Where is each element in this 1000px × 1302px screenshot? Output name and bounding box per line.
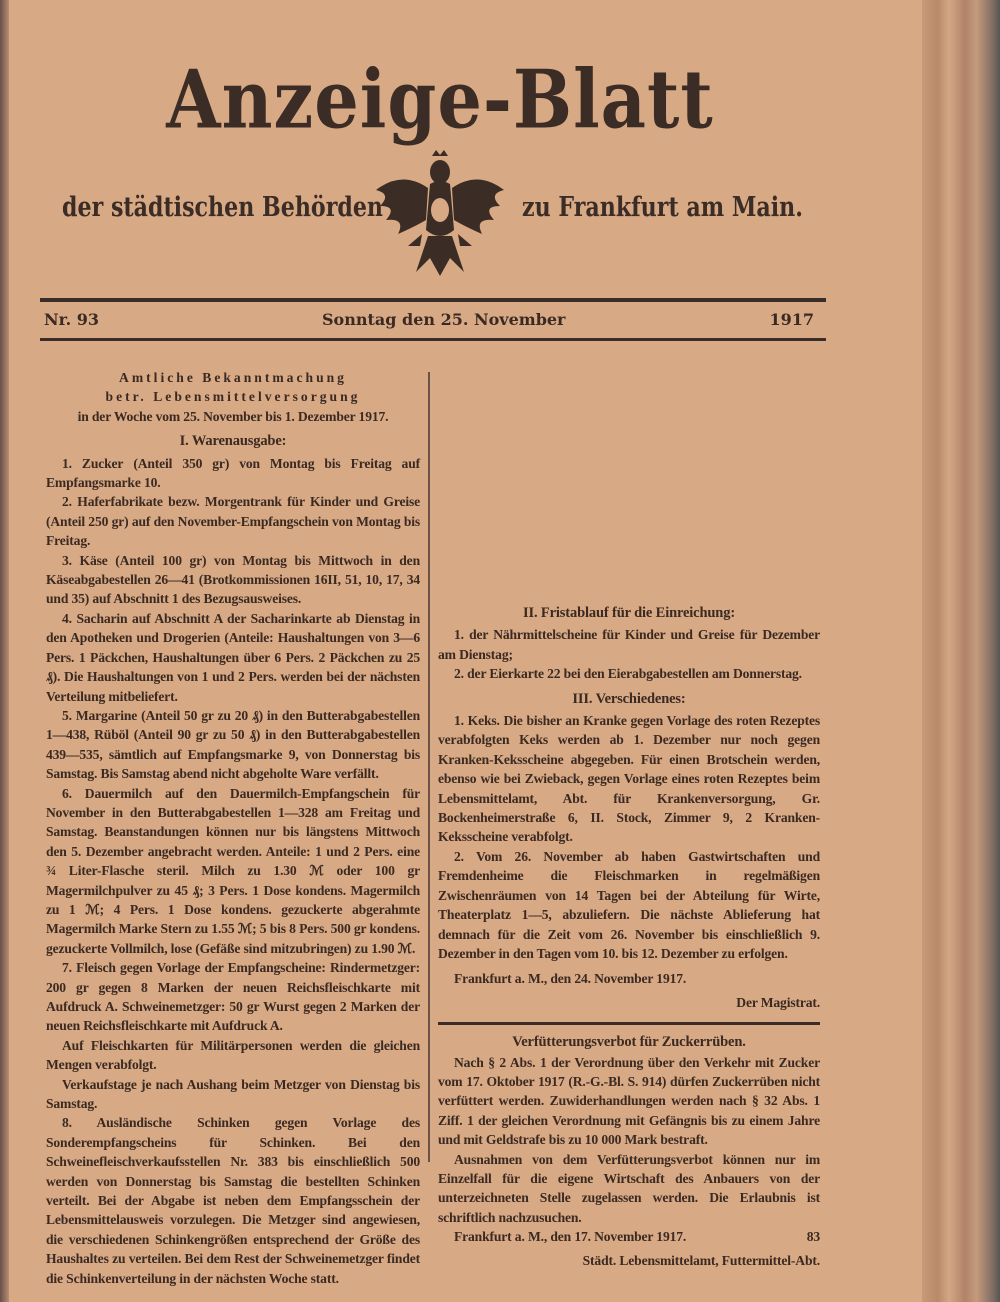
notice-heading: Verfütterungsverbot für Zuckerrüben. bbox=[512, 1034, 746, 1051]
notice-number: 83 bbox=[806, 1229, 820, 1245]
issue-year: 1917 bbox=[769, 310, 814, 329]
section-heading: I. Warenausgabe: bbox=[179, 433, 287, 450]
masthead-subtitle-left: der städtischen Behörden bbox=[62, 192, 384, 223]
notice-item bbox=[46, 492, 420, 550]
item-lead: 6. Dauermilch bbox=[62, 785, 153, 801]
section-heading: II. Fristablauf für die Einreichung: bbox=[523, 605, 735, 621]
item-text: Die bisher an Kranke gegen Vorlage des roten Rezeptes verabfolgten Keks werden ab 1. Dezember nur noch gegen Kranken-Keksscheine abgegeben. Für einen Brotschein werden, ebenso wie bei Zwieback, gegen Vorlage eines roten Rezeptes beim Lebensmittelamt, Abt. für Krankenversorgung, Gr. Bockenheimerstraße 6, II. Stock, Zimmer 9, 2 Kranken-Keksscheine verabfolgt. bbox=[438, 713, 821, 845]
place-date: Frankfurt a. M., den 17. November 1917. bbox=[454, 1229, 687, 1245]
item-text: gegen Vorlage des Sonderempfangscheins für Schinken. Bei den Schweinefleischverkaufsstellen Nr. 383 bis einschließlich 500 werden von Donnerstag bis Samstag die bestellten Schinken verteilt. Bei der Abgabe ist neben dem Empfangsschein der Lebensmittelausweis vorzulegen. Die Metzger sind angewiesen, die verschiedenen Schinkengrößen entsprechend der Größe des Haushaltes zu verteilen. Bei dem Rest der Schweinemetzger findet die Schinkenverteilung in der nächsten Woche statt. bbox=[46, 1115, 420, 1286]
misc-item bbox=[438, 711, 820, 847]
column-right bbox=[438, 368, 820, 1274]
deadline-item: 2. der Eierkarte 22 bei den Eierabgabestellen am Donnerstag. bbox=[454, 666, 802, 682]
item-text: 2. Vom 26. November ab haben Gastwirtschaften und Fremdenheime die Fleischmarken in regelmäßigen Zwischenräumen von 14 Tagen bei der Abteilung für Wirte, Theaterplatz 1—5, abzuliefern. Die nächste Ablieferung hat demnach für die Zeit vom 26. November bis einschließlich 9. Dezember in den Tagen vom 10. bis 12. Dezember zu erfolgen. bbox=[438, 848, 820, 961]
issue-number: Nr. 93 bbox=[44, 310, 99, 329]
eagle-crest-icon bbox=[372, 150, 508, 280]
item-lead: 8. Ausländische Schinken bbox=[62, 1115, 250, 1131]
item-lead: 3. Käse bbox=[62, 552, 108, 568]
notice-item bbox=[46, 784, 420, 959]
header-rule-top bbox=[40, 298, 826, 302]
notice-paragraph: Ausnahmen von dem Verfütterungsverbot können nur im Einzelfall für die eigene Wirtschaft des Anbauers von der unterzeichneten Stelle zugelassen werden. Die Erlaubnis ist schriftlich nachzusuchen. bbox=[438, 1151, 820, 1225]
notice-item bbox=[46, 1075, 420, 1114]
item-lead: 2. Haferfabrikate bezw. Morgentrank für Kinder und Greise bbox=[62, 494, 420, 510]
item-text: gegen Vorlage der Empfangscheine: Rindermetzger: 200 gr gegen 8 Marken der neuen Reichsfleischkarte mit Aufdruck A. Schweinemetzger: 50 gr Wurst gegen 2 Marken der neuen Reichsfleischkarte mit Aufdruck A. bbox=[46, 960, 421, 1034]
notice-item bbox=[46, 1036, 420, 1075]
item-text: auf Abschnitt A der Sacharinkarte ab Dienstag in den Apotheken und Drogerien (Anteile: Haushaltungen von 3—6 Pers. 1 Päckchen, Haushaltungen über 6 Pers. 2 Päckchen zu 25 ₰). Die Haushaltungen von 1 und 2 Pers. werden bei der nächsten Verteilung mitbeliefert. bbox=[46, 610, 421, 704]
masthead-title: Anzeige-Blatt bbox=[166, 51, 714, 148]
notice-item-continued bbox=[46, 1113, 420, 1288]
item-text: (Anteil 100 gr) von Montag bis Mittwoch in den Käseabgabestellen 26—41 (Brotkommissionen 16II, 51, 10, 17, 34 und 35) auf Abschnitt 1 des Bezugsausweises. bbox=[46, 552, 420, 607]
misc-item bbox=[438, 847, 820, 963]
deadline-item: 1. der Nährmittelscheine für Kinder und Greise für Dezember am Dienstag; bbox=[438, 627, 820, 662]
item-text: Verkaufstage je nach Aushang beim Metzger von Dienstag bis Samstag. bbox=[46, 1076, 420, 1112]
masthead-subtitle-right: zu Frankfurt am Main. bbox=[522, 192, 803, 223]
book-binding bbox=[922, 0, 1000, 1302]
issue-date: Sonntag den 25. November bbox=[322, 310, 566, 329]
notice-item bbox=[46, 454, 420, 493]
place-date: Frankfurt a. M., den 24. November 1917. bbox=[454, 971, 687, 987]
notice-subheading: betr. Lebensmittelversorgung bbox=[105, 389, 361, 405]
item-text: (Anteil 50 gr zu 20 ₰) in den Butterabgabestellen 1—438, Rüböl (Anteil 90 gr zu 50 ₰) in den Butterabgabestellen 439—535, sämtlich auf Empfangsmarke 9, von Donnerstag bis Samstag. Bis Samstag abend nicht abgeholte Ware verfällt. bbox=[46, 707, 421, 782]
notice-period: in der Woche vom 25. November bis 1. Dezember 1917. bbox=[77, 408, 389, 424]
item-lead: 1. Keks. bbox=[454, 713, 500, 729]
item-text: (Anteil 350 gr) von Montag bis Freitag auf Empfangsmarke 10. bbox=[46, 455, 420, 491]
signature: Städt. Lebensmittelamt, Futtermittel-Abt. bbox=[582, 1252, 820, 1268]
item-lead: 7. Fleisch bbox=[62, 960, 116, 976]
item-lead: 4. Sacharin bbox=[62, 610, 128, 626]
notice-heading: Amtliche Bekanntmachung bbox=[119, 370, 347, 385]
notice-item bbox=[46, 551, 420, 609]
notice-item bbox=[46, 958, 420, 1036]
notice-item bbox=[46, 706, 420, 784]
place-date-row bbox=[438, 1227, 820, 1246]
section-heading: III. Verschiedenes: bbox=[572, 690, 686, 707]
header-rule-bottom bbox=[40, 338, 826, 341]
notice-item bbox=[46, 609, 420, 706]
item-lead: 1. Zucker bbox=[62, 455, 124, 471]
item-text: (Anteil 250 gr) auf den November-Empfangschein von Montag bis Freitag. bbox=[46, 513, 420, 549]
column-divider bbox=[428, 372, 430, 1162]
item-text: Auf Fleischkarten für Militärpersonen werden die gleichen Mengen verabfolgt. bbox=[46, 1037, 420, 1073]
notice-paragraph: Nach § 2 Abs. 1 der Verordnung über den Verkehr mit Zucker vom 17. Oktober 1917 (R.-G.-Bl. S. 914) dürfen Zuckerrüben nicht verfüttert werden. Zuwiderhandlungen werden nach § 32 Abs. 1 Ziff. 1 der gleichen Verordnung mit Gefängnis bis zu einem Jahre und mit Geldstrafe bis zu 10 000 Mark bestraft. bbox=[438, 1054, 820, 1148]
signature: Der Magistrat. bbox=[736, 994, 820, 1010]
item-text: auf den Dauermilch-Empfangschein für November in den Butterabgabestellen 1—328 am Freitag und Samstag. Beanstandungen können nur bis längstens Mittwoch den 5. Dezember angebracht werden. Anteile: 1 und 2 Pers. eine ¾ Liter-Flasche steril. Milch zu 1.30 ℳ oder 100 gr Magermilchpulver zu 45 ₰; 3 Pers. 1 Dose kondens. Magermilch zu 1 ℳ; 4 Pers. 1 Dose kondens. gezuckerte abgerahmte Magermilch Marke Stern zu 1.55 ℳ; 5 bis 8 Pers. 500 gr kondens. gezuckerte Vollmilch, lose (Gefäße sind mitzubringen) zu 1.90 ℳ. bbox=[46, 785, 421, 956]
item-lead: 5. Margarine bbox=[62, 707, 138, 723]
column-left bbox=[46, 368, 420, 1288]
notice-separator bbox=[438, 1022, 820, 1025]
